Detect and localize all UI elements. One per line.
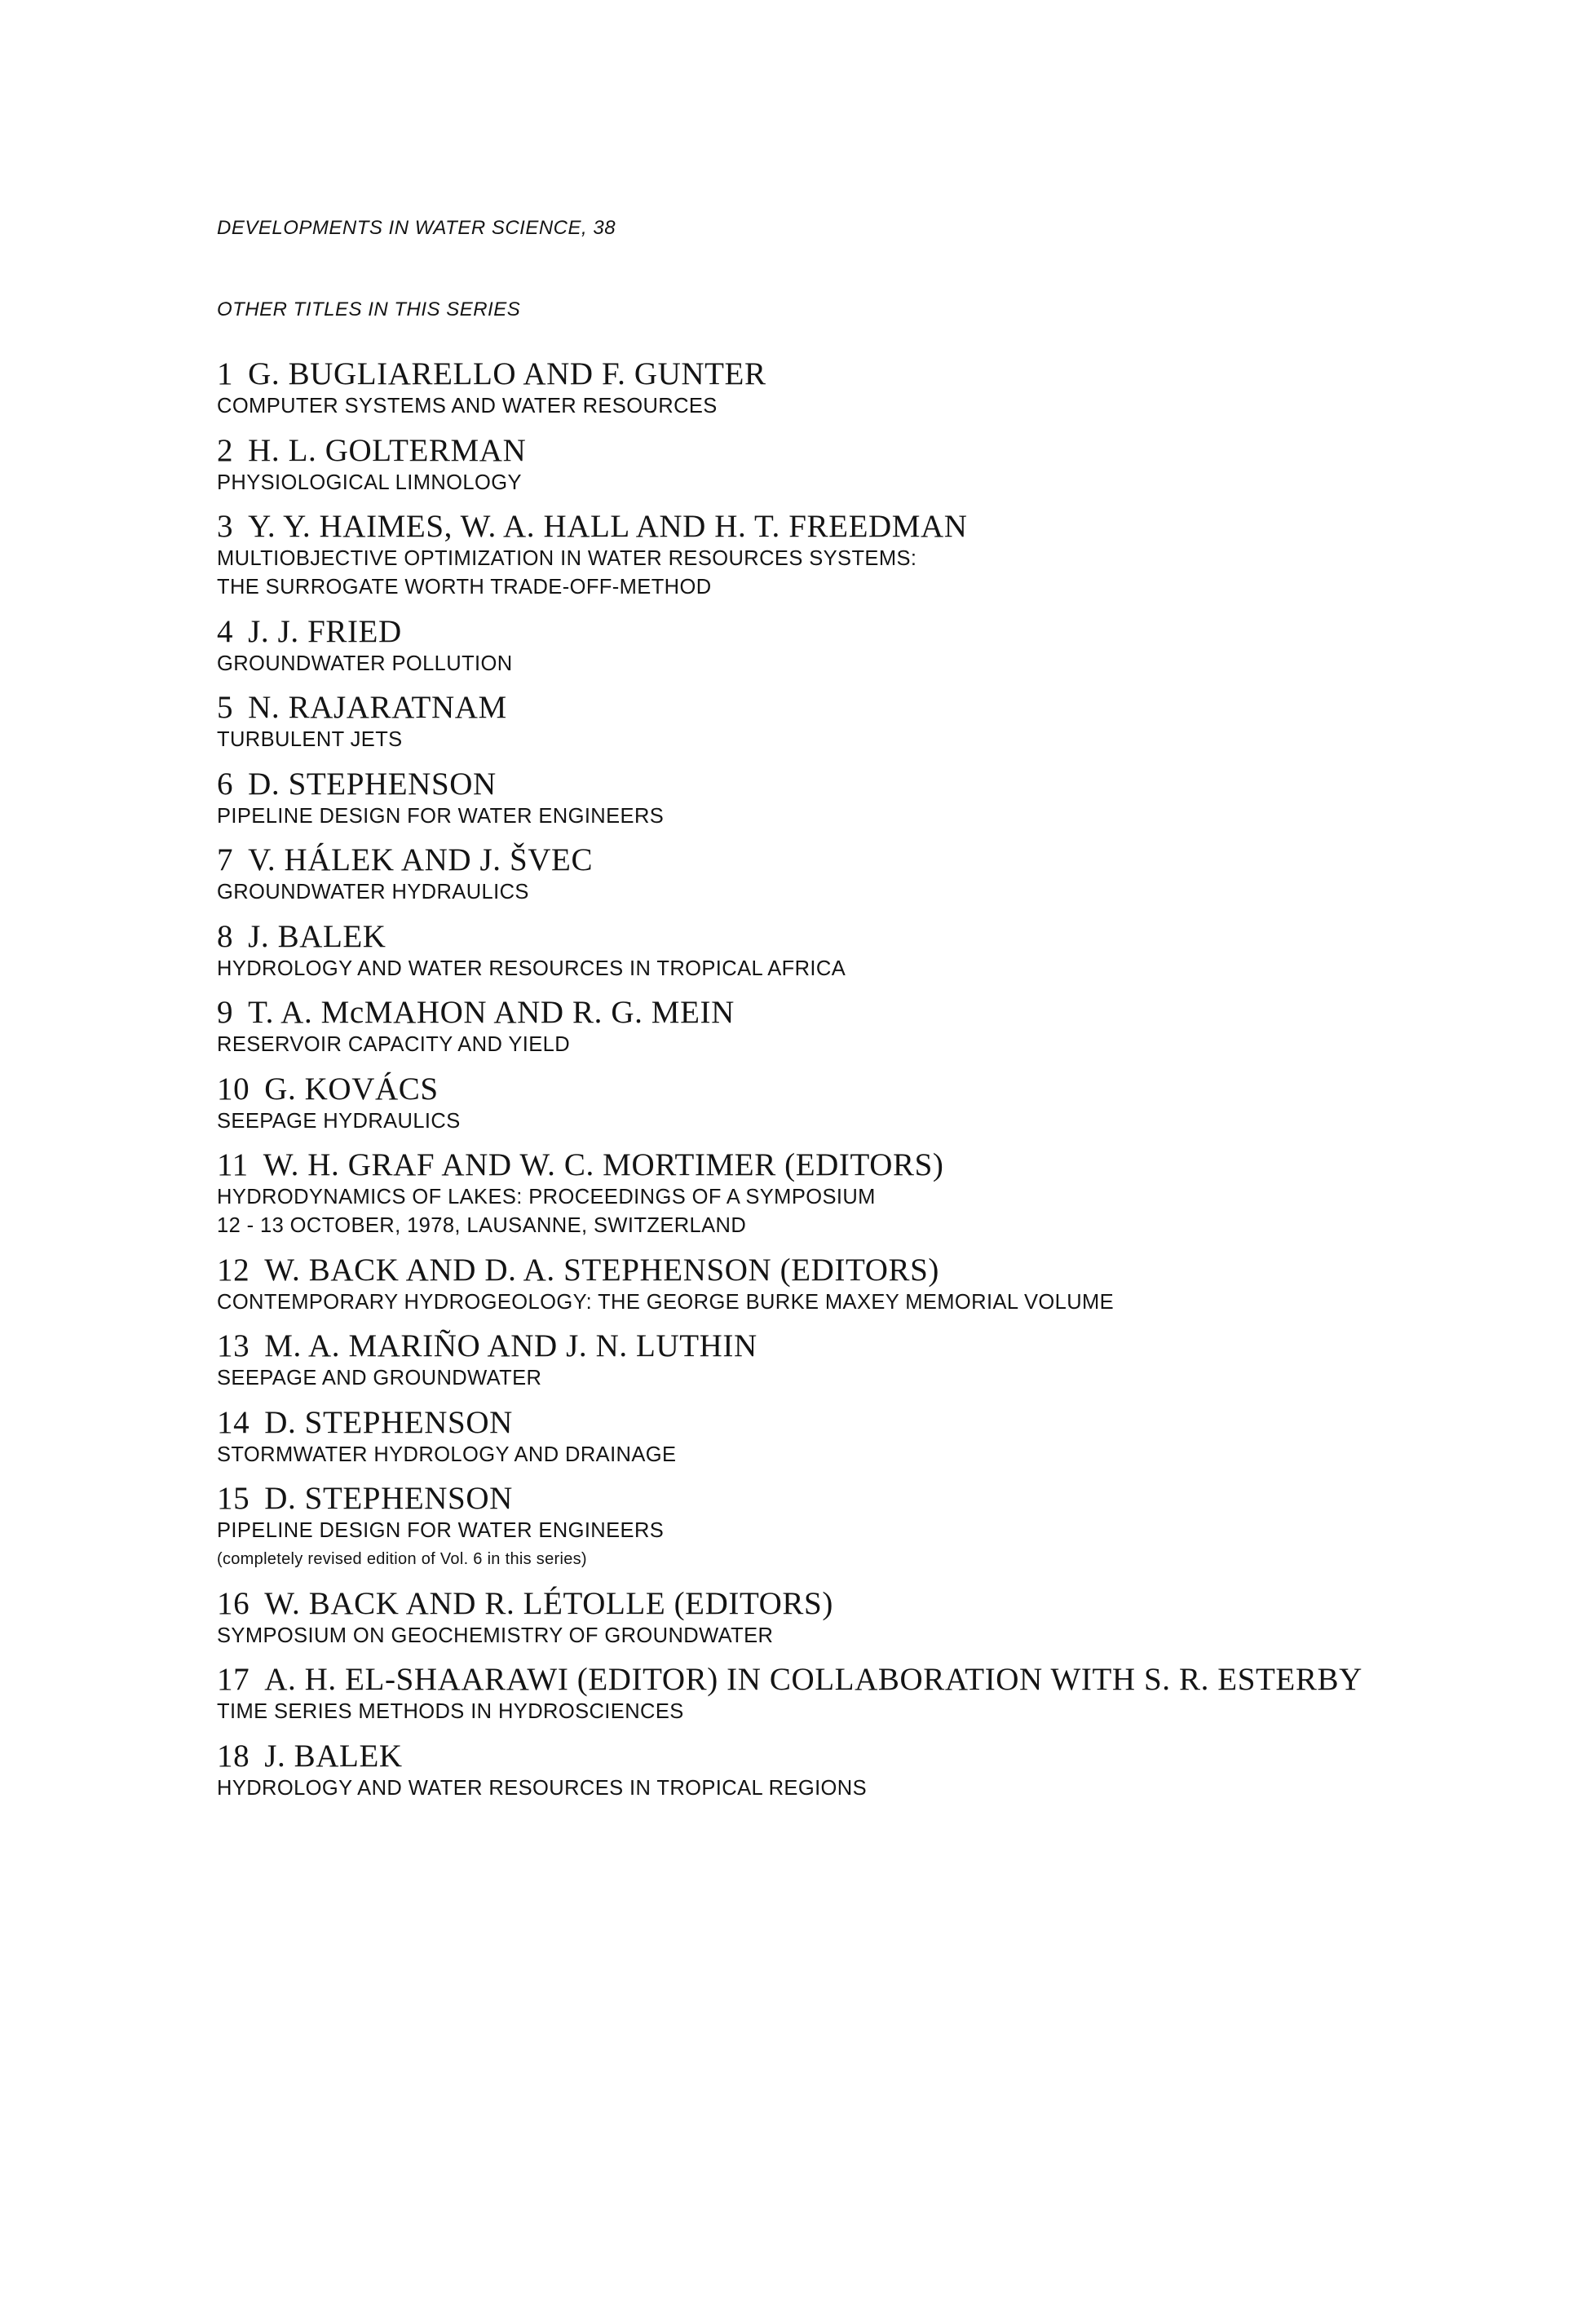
volume-number: 17 [217, 1662, 250, 1697]
series-titles-list [217, 356, 1554, 1814]
entry-heading [217, 690, 1554, 726]
other-titles-heading: OTHER TITLES IN THIS SERIES [217, 298, 521, 320]
volume-number: 10 [217, 1071, 250, 1107]
volume-title-line: 12 - 13 OCTOBER, 1978, LAUSANNE, SWITZERLAND [217, 1214, 747, 1237]
volume-authors: T. A. McMAHON AND R. G. MEIN [248, 995, 735, 1030]
volume-title-line: COMPUTER SYSTEMS AND WATER RESOURCES [217, 395, 718, 418]
volume-number: 1 [217, 356, 234, 391]
volume-number: 12 [217, 1252, 250, 1288]
volume-number: 18 [217, 1738, 250, 1774]
entry-heading [217, 356, 1554, 392]
volume-authors: J. BALEK [248, 918, 386, 954]
series-title: DEVELOPMENTS IN WATER SCIENCE, 38 [217, 217, 616, 239]
volume-number: 16 [217, 1585, 250, 1621]
volume-number: 2 [217, 432, 234, 468]
volume-number: 14 [217, 1404, 250, 1440]
entry-heading [217, 1481, 1554, 1517]
volume-number: 7 [217, 842, 234, 877]
list-item [217, 919, 1554, 983]
list-item [217, 1328, 1554, 1393]
volume-authors: H. L. GOLTERMAN [248, 432, 527, 468]
volume-authors: J. BALEK [264, 1738, 403, 1774]
list-item [217, 1662, 1554, 1726]
volume-title-line: PIPELINE DESIGN FOR WATER ENGINEERS [217, 1519, 665, 1542]
volume-title-line: SEEPAGE HYDRAULICS [217, 1109, 461, 1133]
list-item [217, 614, 1554, 678]
list-item [217, 1739, 1554, 1803]
volume-authors: G. KOVÁCS [264, 1071, 439, 1107]
list-item [217, 995, 1554, 1059]
volume-title-line: STORMWATER HYDROLOGY AND DRAINAGE [217, 1443, 677, 1466]
entry-heading [217, 1071, 1554, 1107]
volume-title-line: CONTEMPORARY HYDROGEOLOGY: THE GEORGE BURKE MAXEY MEMORIAL VOLUME [217, 1290, 1115, 1314]
volume-title-line: TURBULENT JETS [217, 728, 403, 751]
volume-authors: D. STEPHENSON [264, 1404, 513, 1440]
entry-heading [217, 842, 1554, 878]
volume-number: 3 [217, 509, 234, 544]
list-item [217, 1147, 1554, 1240]
entry-heading [217, 995, 1554, 1031]
entry-heading [217, 1253, 1554, 1288]
volume-authors: J. J. FRIED [248, 613, 402, 649]
volume-title-line: THE SURROGATE WORTH TRADE-OFF-METHOD [217, 576, 712, 599]
volume-title-line: GROUNDWATER HYDRAULICS [217, 881, 529, 904]
entry-heading [217, 1405, 1554, 1441]
entry-heading [217, 1147, 1554, 1183]
volume-authors: W. H. GRAF AND W. C. MORTIMER (EDITORS) [263, 1147, 944, 1182]
list-item [217, 842, 1554, 907]
list-item [217, 690, 1554, 754]
volume-number: 9 [217, 995, 234, 1030]
volume-authors: W. BACK AND R. LÉTOLLE (EDITORS) [264, 1585, 833, 1621]
entry-heading [217, 919, 1554, 955]
list-item [217, 356, 1554, 421]
volume-title-line: HYDRODYNAMICS OF LAKES: PROCEEDINGS OF A SYMPOSIUM [217, 1186, 876, 1208]
volume-title-line: PIPELINE DESIGN FOR WATER ENGINEERS [217, 804, 665, 828]
volume-title-line: SEEPAGE AND GROUNDWATER [217, 1367, 542, 1390]
volume-number: 13 [217, 1328, 250, 1363]
volume-number: 8 [217, 918, 234, 954]
volume-title-line: GROUNDWATER POLLUTION [217, 652, 513, 675]
volume-authors: D. STEPHENSON [264, 1481, 513, 1516]
volume-number: 15 [217, 1481, 250, 1516]
volume-authors: D. STEPHENSON [248, 766, 497, 802]
volume-authors: G. BUGLIARELLO AND F. GUNTER [248, 356, 766, 391]
list-item [217, 1253, 1554, 1317]
list-item [217, 1586, 1554, 1650]
volume-authors: N. RAJARATNAM [248, 690, 507, 725]
entry-heading [217, 433, 1554, 469]
entry-heading [217, 1739, 1554, 1774]
volume-authors: M. A. MARIÑO AND J. N. LUTHIN [264, 1328, 757, 1363]
entry-heading [217, 1328, 1554, 1364]
volume-title-line: (completely revised edition of Vol. 6 in this series) [217, 1550, 587, 1568]
entry-heading [217, 767, 1554, 802]
list-item [217, 767, 1554, 831]
volume-title-line: SYMPOSIUM ON GEOCHEMISTRY OF GROUNDWATER [217, 1624, 774, 1647]
volume-title-line: RESERVOIR CAPACITY AND YIELD [217, 1033, 571, 1056]
list-item [217, 509, 1554, 602]
volume-authors: Y. Y. HAIMES, W. A. HALL AND H. T. FREEDMAN [248, 509, 968, 544]
list-item [217, 1071, 1554, 1136]
volume-title-line: HYDROLOGY AND WATER RESOURCES IN TROPICAL REGIONS [217, 1776, 868, 1800]
volume-title-line: HYDROLOGY AND WATER RESOURCES IN TROPICAL AFRICA [217, 957, 846, 980]
volume-number: 4 [217, 613, 234, 649]
entry-heading [217, 509, 1554, 545]
entry-heading [217, 1586, 1554, 1622]
entry-heading [217, 1662, 1554, 1698]
volume-number: 11 [217, 1147, 249, 1182]
volume-title-line: PHYSIOLOGICAL LIMNOLOGY [217, 471, 522, 494]
list-item [217, 1481, 1554, 1574]
volume-title-line: TIME SERIES METHODS IN HYDROSCIENCES [217, 1700, 684, 1723]
entry-heading [217, 614, 1554, 650]
volume-number: 5 [217, 690, 234, 725]
volume-number: 6 [217, 766, 234, 802]
volume-authors: W. BACK AND D. A. STEPHENSON (EDITORS) [264, 1252, 939, 1288]
list-item [217, 433, 1554, 497]
volume-title-line: MULTIOBJECTIVE OPTIMIZATION IN WATER RESOURCES SYSTEMS: [217, 547, 917, 570]
volume-authors: V. HÁLEK AND J. ŠVEC [248, 842, 594, 877]
volume-authors: A. H. EL-SHAARAWI (EDITOR) IN COLLABORATION WITH S. R. ESTERBY [264, 1662, 1363, 1697]
list-item [217, 1405, 1554, 1469]
